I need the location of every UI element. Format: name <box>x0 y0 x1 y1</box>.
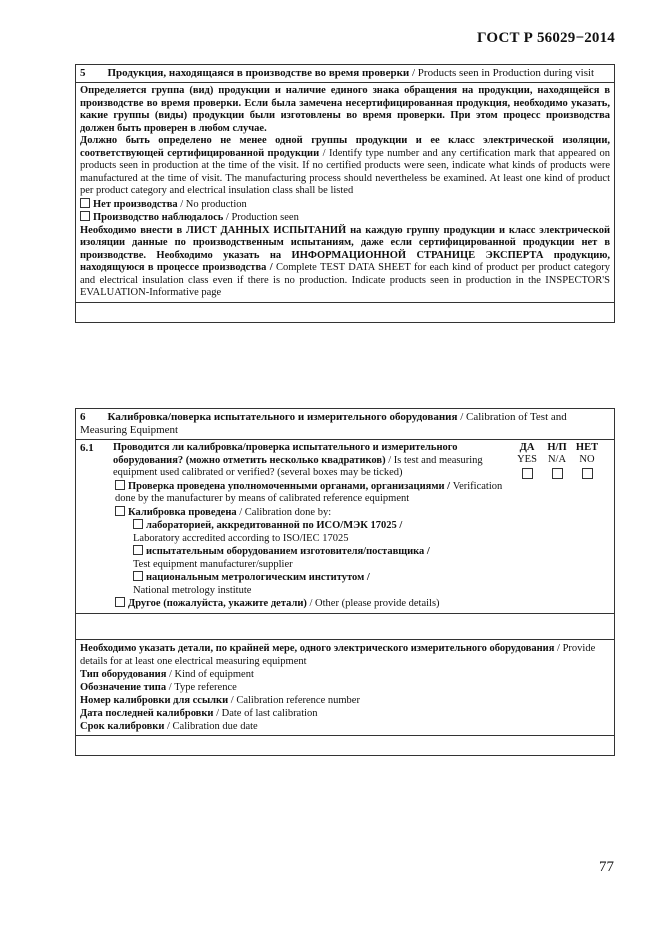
verification-label-ru: Проверка проведена уполномоченными органами, организациями / <box>128 480 451 492</box>
manufacturer-label-en: Test equipment manufacturer/supplier <box>133 558 293 570</box>
equipment-details-block <box>76 640 614 736</box>
question-6-1-block <box>76 440 614 614</box>
lab-option[interactable] <box>133 519 610 545</box>
no-checkbox[interactable] <box>582 468 593 479</box>
calibration-due-en: / Calibration due date <box>164 720 258 732</box>
lab-label-ru: лабораторией, аккредитованной по ИСО/МЭК 17025 / <box>146 520 403 531</box>
details-instruction-ru: Необходимо указать детали, по крайней мере, одного электрического измерительного оборудования <box>80 642 555 654</box>
equipment-kind-label <box>80 668 610 681</box>
production-seen-option[interactable] <box>80 211 610 225</box>
na-option[interactable] <box>542 442 572 482</box>
production-seen-label-ru: Производство наблюдалось <box>93 212 224 223</box>
section-5-title-en: / Products seen in Production during visit <box>412 67 595 79</box>
calibration-number-en: / Calibration reference number <box>228 694 360 706</box>
equipment-kind-en: / Kind of equipment <box>166 668 254 680</box>
section-5-box <box>75 64 615 323</box>
calibration-option[interactable] <box>115 506 610 520</box>
section-5-para-3-ru: Необходимо внести в ЛИСТ ДАННЫХ ИСПЫТАНИЙ на каждую группу продукции и класс электрической изоляции данные по производственным испытаниям, даже если сертифицированной продукции нет в производстве. Необходимо указать на ИНФОРМАЦИОННОЙ СТРАНИЦЕ ЭКСПЕРТА продукцию, находящуюся в процессе производства / <box>80 224 610 273</box>
section-5-number: 5 <box>80 67 86 79</box>
other-label-ru: Другое (пожалуйста, укажите детали) <box>128 598 307 609</box>
equipment-kind-ru: Тип оборудования <box>80 668 167 680</box>
metrology-label-ru: национальным метрологическим институтом / <box>146 572 370 583</box>
details-instruction <box>80 642 610 668</box>
section-6-header <box>76 409 614 440</box>
metrology-checkbox[interactable] <box>133 571 143 581</box>
last-calibration-en: / Date of last calibration <box>213 707 318 719</box>
type-reference-ru: Обозначение типа <box>80 681 167 693</box>
section-6-number: 6 <box>80 411 86 423</box>
section-6-title-ru: Калибровка/поверка испытательного и измерительного оборудования <box>107 411 458 423</box>
last-calibration-label <box>80 707 610 720</box>
na-label-ru: Н/П <box>547 442 567 453</box>
lab-label-en: Laboratory accredited according to ISO/IEC 17025 <box>133 532 349 544</box>
no-production-checkbox[interactable] <box>80 198 90 208</box>
calibration-number-ru: Номер калибровки для ссылки <box>80 694 229 706</box>
verification-option[interactable] <box>115 480 515 506</box>
section-6-box <box>75 408 615 756</box>
section-5-header <box>76 65 614 83</box>
manufacturer-label-ru: испытательным оборудованием изготовителя/поставщика / <box>146 546 430 557</box>
na-label-en: N/A <box>547 454 567 465</box>
section-5-body <box>76 83 614 303</box>
verification-label-en: Verification done by the manufacturer by means of calibrated reference equipment <box>115 480 503 504</box>
manufacturer-option[interactable] <box>133 545 610 571</box>
calibration-label-en: / Calibration done by: <box>236 506 332 518</box>
no-label-ru: НЕТ <box>575 442 599 453</box>
last-calibration-ru: Дата последней калибровки <box>80 707 214 719</box>
calibration-number-label <box>80 694 610 707</box>
section-5-answer-field[interactable] <box>76 303 614 322</box>
section-5-para-1: Определяется группа (вид) продукции и наличие единого знака обращения на продукции, находящейся в производстве во время проверки. Если была замечена несертифицированная продукция, необходимо указать, какие группы (виды) продукции были изготовлены во время проверки. При этом процесс производства должен быть проверен в любом случае. <box>80 85 610 134</box>
no-production-label-en: / No production <box>177 198 247 210</box>
other-checkbox[interactable] <box>115 597 125 607</box>
metrology-label-en: National metrology institute <box>133 584 252 596</box>
question-6-1-answer-field[interactable] <box>76 614 614 640</box>
yes-checkbox[interactable] <box>522 468 533 479</box>
no-label-en: NO <box>579 454 595 465</box>
question-6-1-ru: Проводится ли калибровка/проверка испытательного и измерительного оборудования? (можно отметить несколько квадратиков) <box>113 442 458 466</box>
calibration-label-ru: Калибровка проведена <box>128 506 237 518</box>
section-5-para-2-ru: Должно быть определено не менее одной группы продукции и ее класс электрической изоляции, соответствующей сертифицированной продукции <box>80 135 610 159</box>
section-5-para-2 <box>80 135 610 198</box>
verification-checkbox[interactable] <box>115 480 125 490</box>
yes-option[interactable] <box>512 442 542 482</box>
question-6-1-en: / Is test and measuring equipment used calibrated or verified? (several boxes may be ticked) <box>113 454 483 478</box>
na-checkbox[interactable] <box>552 468 563 479</box>
section-5-title-ru: Продукция, находящаяся в производстве во время проверки <box>107 67 410 79</box>
section-5-para-3-en: Complete TEST DATA SHEET for each kind of product per product category and electrical insulation class even if there is no production. Indicate products seen in production in the INSPECTOR'S EVALUATION-Informative page <box>80 262 611 298</box>
answer-options <box>512 442 602 482</box>
lab-checkbox[interactable] <box>133 519 143 529</box>
production-seen-checkbox[interactable] <box>80 211 90 221</box>
yes-label-ru: ДА <box>519 442 535 453</box>
no-production-label-ru: Нет производства <box>93 198 178 210</box>
other-option[interactable] <box>115 597 610 611</box>
type-reference-label <box>80 681 610 694</box>
section-6-title-en: / Calibration of Test and Measuring Equipment <box>80 411 567 436</box>
manufacturer-checkbox[interactable] <box>133 545 143 555</box>
equipment-details-answer-field[interactable] <box>76 736 614 755</box>
section-5-para-3 <box>80 225 610 300</box>
no-production-option[interactable] <box>80 198 610 212</box>
details-instruction-en: / Provide details for at least one electrical measuring equipment <box>80 642 596 667</box>
page-number: 77 <box>599 859 614 875</box>
calibration-checkbox[interactable] <box>115 506 125 516</box>
calibration-due-ru: Срок калибровки <box>80 720 165 732</box>
section-5-para-2-en: / Identify type number and any certification mark that appeared on products seen in production at the time of the visit. If no certified products were seen, indicate what kinds of products were manufactured at the time of visit. The manufacturing process should nevertheless be examined. At least one kind of product per product category and electrical insulation class shall be listed <box>80 147 611 196</box>
question-6-1-text <box>113 442 503 480</box>
question-6-1-number: 6.1 <box>80 442 94 454</box>
calibration-due-label <box>80 720 610 733</box>
document-code: ГОСТ Р 56029−2014 <box>477 30 615 46</box>
metrology-option[interactable] <box>133 571 610 597</box>
other-label-en: / Other (please provide details) <box>306 598 440 609</box>
type-reference-en: / Type reference <box>166 681 237 693</box>
no-option[interactable] <box>572 442 602 482</box>
production-seen-label-en: / Production seen <box>223 212 299 223</box>
yes-label-en: YES <box>517 454 537 465</box>
